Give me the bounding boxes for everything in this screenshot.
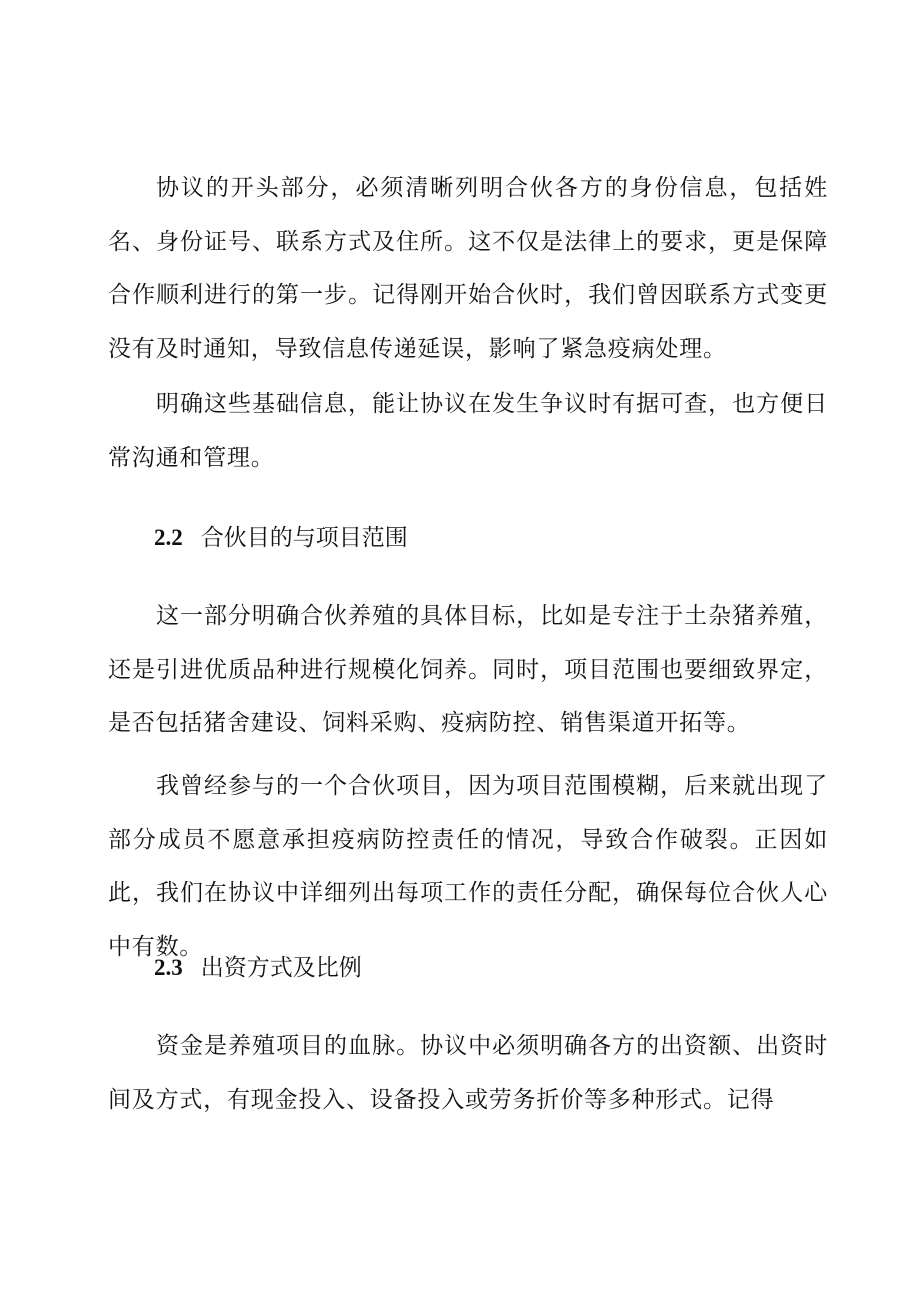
section-heading-2-2: [154, 523, 408, 553]
section-number: 2.3: [154, 955, 183, 980]
paragraph-partnership-goal: 这一部分明确合伙养殖的具体目标，比如是专注于土杂猪养殖，还是引进优质品种进行规模化饲养。同时，项目范围也要细致界定，是否包括猪舍建设、饲料采购、疫病防控、销售渠道开拓等。: [108, 603, 828, 737]
paragraph-project-experience: 我曾经参与的一个合伙项目，因为项目范围模糊，后来就出现了部分成员不愿意承担疫病防控责任的情况，导致合作破裂。正因如此，我们在协议中详细列出每项工作的责任分配，确保每位合伙人心中有数。: [108, 773, 828, 960]
paragraph-capital-contribution: 资金是养殖项目的血脉。协议中必须明确各方的出资额、出资时间及方式，有现金投入、设备投入或劳务折价等多种形式。记得: [108, 1033, 828, 1113]
section-title: 合伙目的与项目范围: [200, 525, 408, 551]
section-number: 2.2: [154, 525, 183, 550]
section-heading-2-3: [154, 953, 362, 983]
section-title: 出资方式及比例: [200, 955, 362, 981]
paragraph-party-info: 协议的开头部分，必须清晰列明合伙各方的身份信息，包括姓名、身份证号、联系方式及住所。这不仅是法律上的要求，更是保障合作顺利进行的第一步。记得刚开始合伙时，我们曾因联系方式变更没有及时通知，导致信息传递延误，影响了紧急疫病处理。: [108, 175, 828, 362]
paragraph-basic-info-benefit: 明确这些基础信息，能让协议在发生争议时有据可查，也方便日常沟通和管理。: [108, 391, 828, 471]
